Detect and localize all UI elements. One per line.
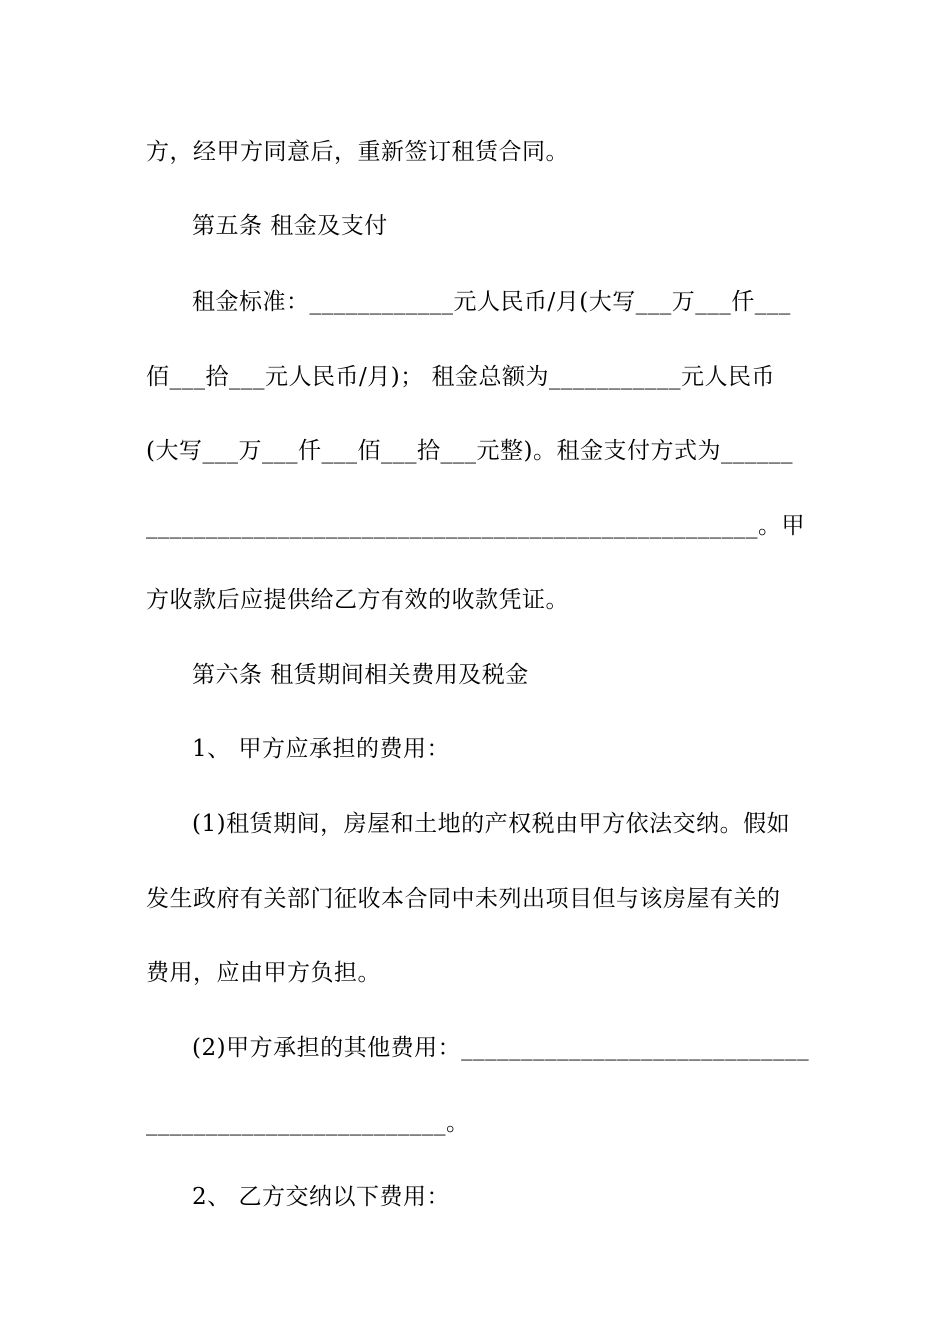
paragraph-line: 方收款后应提供给乙方有效的收款凭证。 (146, 587, 569, 613)
article-heading: 第六条 租赁期间相关费用及税金 (192, 662, 529, 688)
paragraph-line: (大写___万___仟___佰___拾___元整)。租金支付方式为______ (146, 438, 793, 464)
paragraph-line: (2)甲方承担的其他费用：_____________________________ (192, 1035, 810, 1061)
paragraph-line: 佰___拾___元人民币/月)； 租金总额为___________元人民币 (146, 364, 776, 390)
list-item: 1、 甲方应承担的费用： (192, 736, 450, 762)
paragraph-line: 方，经甲方同意后，重新签订租赁合同。 (146, 139, 569, 165)
list-item: 2、 乙方交纳以下费用： (192, 1184, 450, 1210)
paragraph-line: _________________________。 (146, 1110, 470, 1136)
paragraph-line: 租金标准：____________元人民币/月(大写___万___仟___ (192, 289, 791, 315)
article-heading: 第五条 租金及支付 (192, 213, 388, 239)
paragraph-line: ___________________________________________________。甲 (146, 513, 805, 539)
paragraph-line: 费用，应由甲方负担。 (146, 960, 381, 986)
paragraph-line: 发生政府有关部门征收本合同中未列出项目但与该房屋有关的 (146, 886, 781, 912)
paragraph-line: (1)租赁期间，房屋和土地的产权税由甲方依法交纳。假如 (192, 811, 791, 837)
